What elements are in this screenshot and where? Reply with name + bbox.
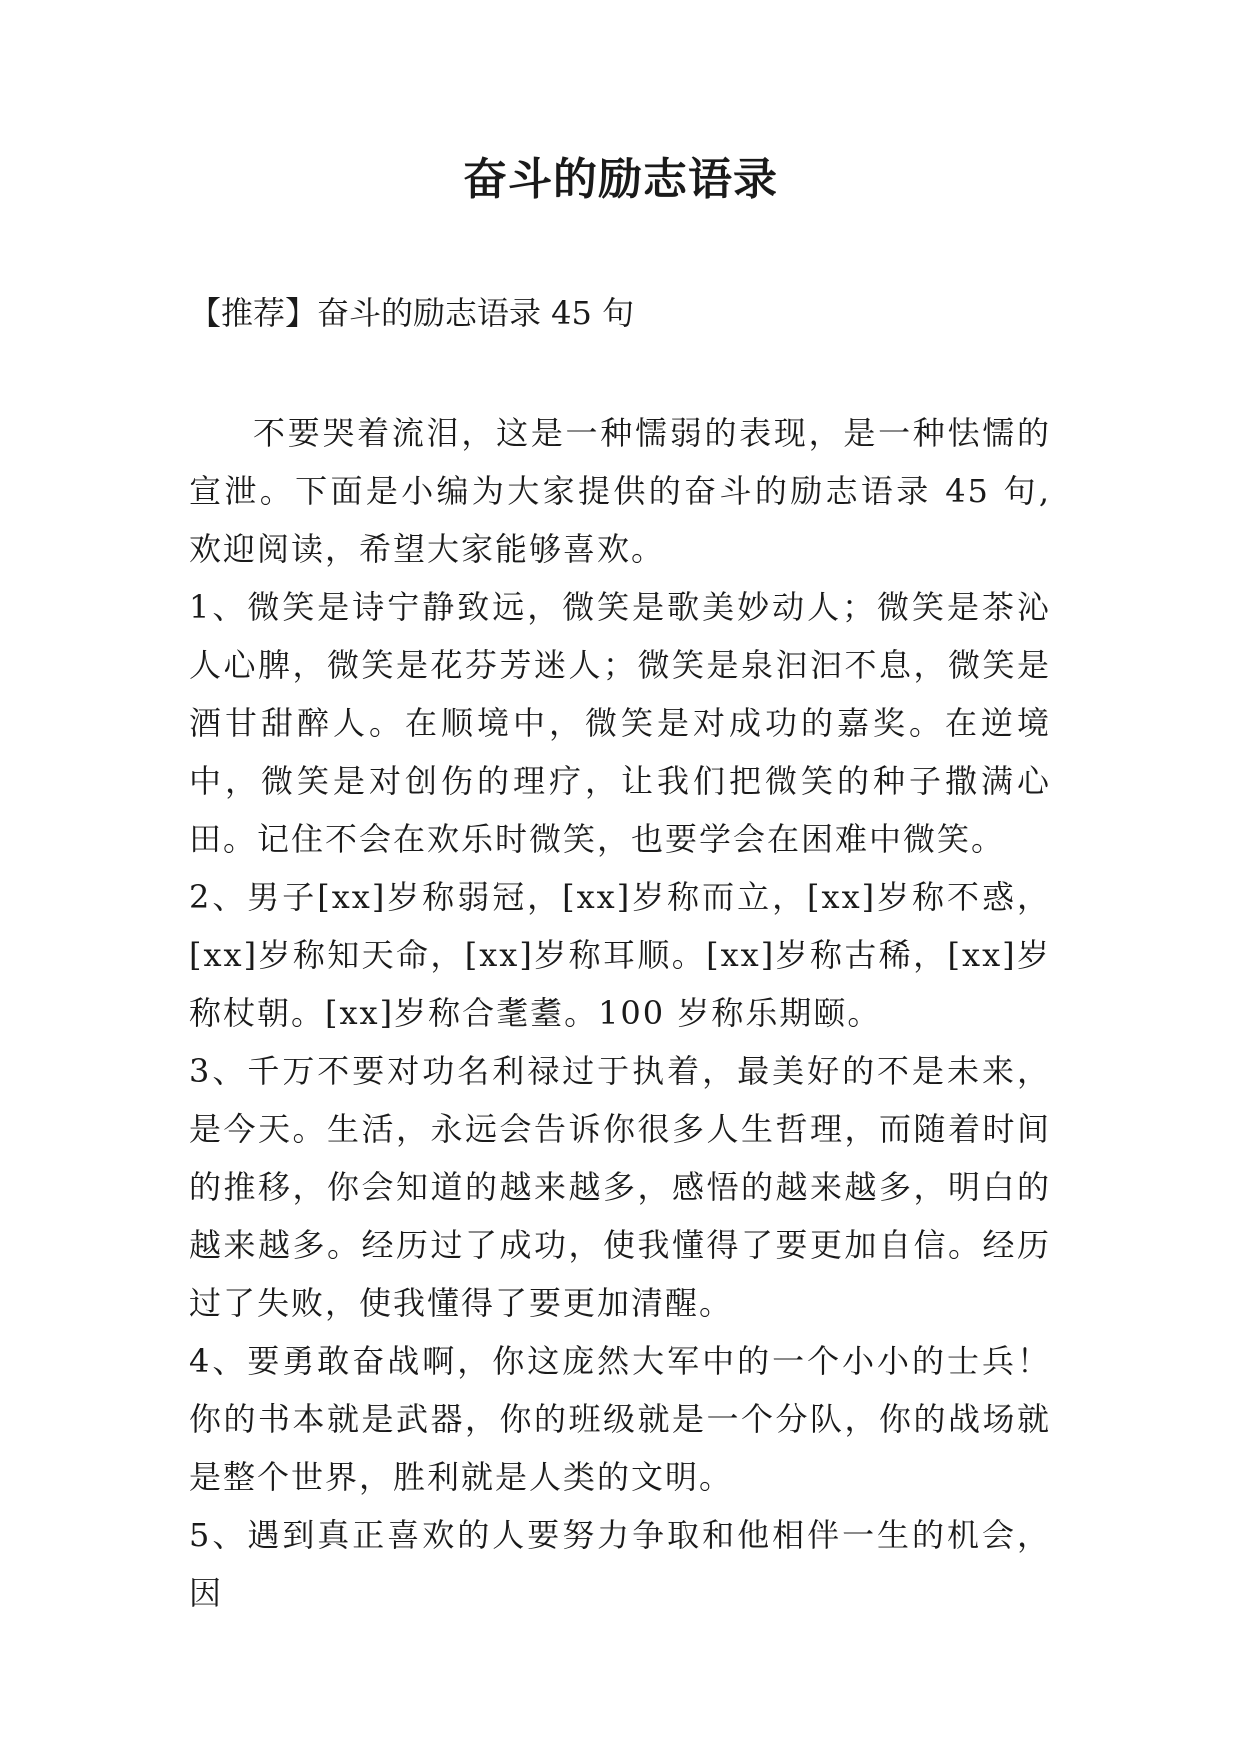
quote-item-2: 2、男子[xx]岁称弱冠，[xx]岁称而立，[xx]岁称不惑，[xx]岁称知天命，[xx]岁称耳顺。[xx]岁称古稀，[xx]岁称杖朝。[xx]岁称合耄耋。100 岁称乐期颐。 [189,878,1051,1032]
intro-paragraph: 不要哭着流泪，这是一种懦弱的表现，是一种怯懦的宣泄。下面是小编为大家提供的奋斗的励志语录 45 句,欢迎阅读，希望大家能够喜欢。 [189,414,1051,568]
quote-item-1: 1、微笑是诗宁静致远，微笑是歌美妙动人；微笑是茶沁人心脾，微笑是花芬芳迷人；微笑是泉汩汩不息，微笑是酒甘甜醉人。在顺境中，微笑是对成功的嘉奖。在逆境中，微笑是对创伤的理疗，让我们把微笑的种子撒满心田。记住不会在欢乐时微笑，也要学会在困难中微笑。 [189,588,1051,858]
quote-item-4: 4、要勇敢奋战啊，你这庞然大军中的一个小小的士兵！你的书本就是武器，你的班级就是一个分队，你的战场就是整个世界，胜利就是人类的文明。 [189,1342,1051,1496]
quote-item-3: 3、千万不要对功名利禄过于执着，最美好的不是未来，是今天。生活，永远会告诉你很多人生哲理，而随着时间的推移，你会知道的越来越多，感悟的越来越多，明白的越来越多。经历过了成功，使我懂得了要更加自信。经历过了失败，使我懂得了要更加清醒。 [189,1052,1051,1322]
document-title: 奋斗的励志语录 [463,154,778,205]
quote-item-5: 5、遇到真正喜欢的人要努力争取和他相伴一生的机会，因 [189,1516,1051,1612]
document-subtitle: 【推荐】奋斗的励志语录 45 句 [189,294,635,332]
document-body [189,404,1051,1622]
